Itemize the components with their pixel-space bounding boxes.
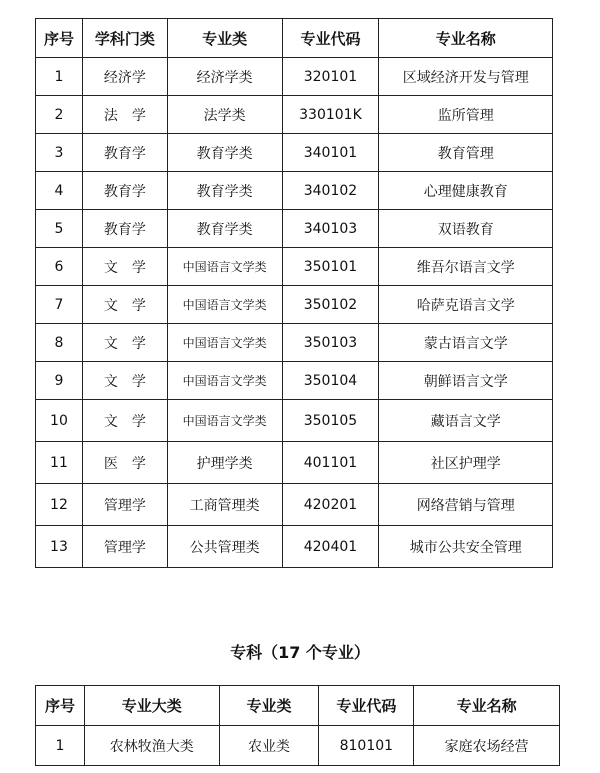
table-row bbox=[36, 58, 553, 96]
table-row bbox=[36, 248, 553, 286]
cell-code: 350104 bbox=[282, 362, 379, 400]
cell-category: 中国语言文学类 bbox=[167, 286, 282, 324]
undergraduate-majors-table bbox=[35, 18, 553, 568]
section-title: 专科（17 个专业） bbox=[230, 643, 370, 662]
cell-discipline: 文 学 bbox=[82, 286, 167, 324]
header-discipline: 学科门类 bbox=[82, 19, 167, 58]
cell-discipline: 管理学 bbox=[82, 484, 167, 526]
cell-discipline: 文 学 bbox=[82, 362, 167, 400]
cell-index: 8 bbox=[36, 324, 83, 362]
cell-index: 4 bbox=[36, 172, 83, 210]
table-row bbox=[36, 96, 553, 134]
cell-major-name: 维吾尔语言文学 bbox=[379, 248, 553, 286]
cell-code: 810101 bbox=[319, 726, 414, 766]
table-row bbox=[36, 324, 553, 362]
cell-category: 经济学类 bbox=[167, 58, 282, 96]
cell-category: 中国语言文学类 bbox=[167, 324, 282, 362]
table-row bbox=[36, 442, 553, 484]
cell-index: 1 bbox=[36, 58, 83, 96]
cell-index: 9 bbox=[36, 362, 83, 400]
cell-discipline: 教育学 bbox=[82, 172, 167, 210]
table-row bbox=[36, 726, 560, 766]
cell-index: 13 bbox=[36, 526, 83, 568]
cell-discipline: 经济学 bbox=[82, 58, 167, 96]
table-row bbox=[36, 484, 553, 526]
cell-index: 2 bbox=[36, 96, 83, 134]
cell-category: 中国语言文学类 bbox=[167, 400, 282, 442]
header-category: 专业类 bbox=[167, 19, 282, 58]
cell-category: 教育学类 bbox=[167, 210, 282, 248]
cell-category: 教育学类 bbox=[167, 172, 282, 210]
cell-major-name: 监所管理 bbox=[379, 96, 553, 134]
table-row bbox=[36, 362, 553, 400]
cell-category: 法学类 bbox=[167, 96, 282, 134]
cell-discipline: 文 学 bbox=[82, 324, 167, 362]
cell-index: 7 bbox=[36, 286, 83, 324]
cell-major-name: 藏语言文学 bbox=[379, 400, 553, 442]
cell-index: 11 bbox=[36, 442, 83, 484]
cell-major-name: 区域经济开发与管理 bbox=[379, 58, 553, 96]
cell-major-group: 农林牧渔大类 bbox=[84, 726, 219, 766]
cell-discipline: 法 学 bbox=[82, 96, 167, 134]
cell-category: 中国语言文学类 bbox=[167, 248, 282, 286]
cell-category: 工商管理类 bbox=[167, 484, 282, 526]
table-row bbox=[36, 526, 553, 568]
cell-code: 340102 bbox=[282, 172, 379, 210]
junior-college-majors-table bbox=[35, 685, 560, 766]
cell-major-name: 哈萨克语言文学 bbox=[379, 286, 553, 324]
cell-category: 农业类 bbox=[219, 726, 319, 766]
cell-code: 320101 bbox=[282, 58, 379, 96]
cell-code: 340101 bbox=[282, 134, 379, 172]
cell-code: 401101 bbox=[282, 442, 379, 484]
table-row bbox=[36, 134, 553, 172]
cell-major-name: 心理健康教育 bbox=[379, 172, 553, 210]
cell-major-name: 城市公共安全管理 bbox=[379, 526, 553, 568]
cell-discipline: 文 学 bbox=[82, 400, 167, 442]
cell-major-name: 社区护理学 bbox=[379, 442, 553, 484]
table-row bbox=[36, 172, 553, 210]
cell-code: 340103 bbox=[282, 210, 379, 248]
cell-code: 350105 bbox=[282, 400, 379, 442]
cell-category: 公共管理类 bbox=[167, 526, 282, 568]
cell-discipline: 教育学 bbox=[82, 134, 167, 172]
cell-category: 中国语言文学类 bbox=[167, 362, 282, 400]
header-category: 专业类 bbox=[219, 686, 319, 726]
table-header-row bbox=[36, 686, 560, 726]
table-row bbox=[36, 210, 553, 248]
cell-major-name: 双语教育 bbox=[379, 210, 553, 248]
cell-major-name: 网络营销与管理 bbox=[379, 484, 553, 526]
cell-major-name: 家庭农场经营 bbox=[414, 726, 560, 766]
cell-code: 420401 bbox=[282, 526, 379, 568]
header-major-name: 专业名称 bbox=[414, 686, 560, 726]
cell-index: 1 bbox=[36, 726, 85, 766]
cell-index: 5 bbox=[36, 210, 83, 248]
cell-major-name: 蒙古语言文学 bbox=[379, 324, 553, 362]
cell-index: 12 bbox=[36, 484, 83, 526]
table-header-row bbox=[36, 19, 553, 58]
cell-code: 420201 bbox=[282, 484, 379, 526]
cell-index: 10 bbox=[36, 400, 83, 442]
cell-discipline: 医 学 bbox=[82, 442, 167, 484]
table-row bbox=[36, 400, 553, 442]
header-code: 专业代码 bbox=[282, 19, 379, 58]
cell-code: 350102 bbox=[282, 286, 379, 324]
header-major-name: 专业名称 bbox=[379, 19, 553, 58]
cell-code: 350103 bbox=[282, 324, 379, 362]
cell-discipline: 文 学 bbox=[82, 248, 167, 286]
cell-index: 6 bbox=[36, 248, 83, 286]
header-index: 序号 bbox=[36, 686, 85, 726]
cell-discipline: 管理学 bbox=[82, 526, 167, 568]
header-index: 序号 bbox=[36, 19, 83, 58]
cell-major-name: 朝鲜语言文学 bbox=[379, 362, 553, 400]
cell-category: 护理学类 bbox=[167, 442, 282, 484]
cell-major-name: 教育管理 bbox=[379, 134, 553, 172]
cell-code: 350101 bbox=[282, 248, 379, 286]
cell-category: 教育学类 bbox=[167, 134, 282, 172]
header-major-group: 专业大类 bbox=[84, 686, 219, 726]
cell-discipline: 教育学 bbox=[82, 210, 167, 248]
cell-index: 3 bbox=[36, 134, 83, 172]
cell-code: 330101K bbox=[282, 96, 379, 134]
header-code: 专业代码 bbox=[319, 686, 414, 726]
table-row bbox=[36, 286, 553, 324]
